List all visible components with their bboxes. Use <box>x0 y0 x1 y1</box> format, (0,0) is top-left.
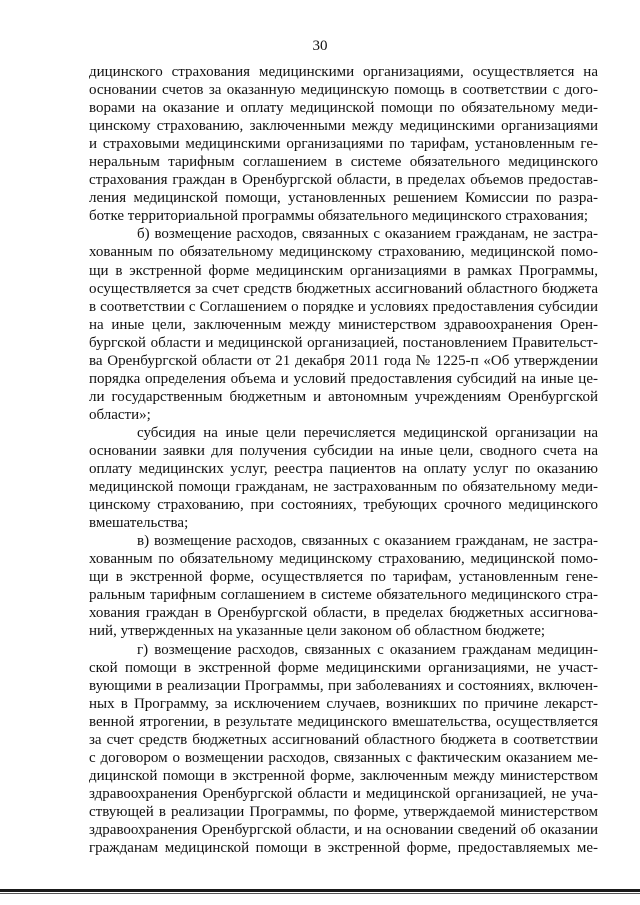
text-line: дицинского страхования медицинскими организациями, осуществляется на <box>89 64 598 80</box>
scan-bottom-edge <box>0 889 640 892</box>
text-line: страхования граждан в Оренбургской области, в пределах объемов предостав- <box>89 172 598 189</box>
text-line: цинскому страхованию, заключенными между медицинскими организациями <box>89 118 598 135</box>
text-line: в соответствии с Соглашением о порядке и условиях предоставления субсидии <box>89 298 598 315</box>
text-line: щи в экстренной форме, осуществляется по тарифам, установленным гене- <box>89 569 598 586</box>
text-line: медицинской помощи гражданам, не застрахованным по обязательному меди- <box>89 479 598 496</box>
text-line: здравоохранения Оренбургской области и медицинской организацией, не уча- <box>89 785 598 802</box>
text-line: ва Оренбургской области от 21 декабря 2011 года № 1225-п «Об утверждении <box>89 352 598 369</box>
text-line: субсидия на иные цели перечисляется медицинской организации на <box>137 424 598 441</box>
text-line: ствующей в реализации Программы, по форме, утверждаемой министерством <box>89 803 598 820</box>
text-line: ных в Программу, за исключением случаев, возникших по причине лекарст- <box>89 695 598 712</box>
text-line: бургской области и медицинской организацией, постановлением Правительст- <box>89 334 598 351</box>
text-line: хованным по обязательному медицинскому страхованию, медицинской помо- <box>89 551 598 568</box>
text-line: ворами на оказание и оплату медицинской помощи по обязательному меди- <box>89 100 598 117</box>
text-line: за счет средств бюджетных ассигнований областного бюджета в соответствии <box>89 731 598 748</box>
text-line: ботке территориальной программы обязательного медицинского страхования; <box>89 208 589 225</box>
text-line: осуществляется за счет средств бюджетных ассигнований областного бюджета <box>89 280 598 297</box>
text-line: здравоохранения Оренбургской области, и на основании сведений об оказании <box>89 821 598 838</box>
text-line: хования граждан в Оренбургской области, в пределах бюджетных ассигнова- <box>89 605 598 622</box>
text-line: порядка определения объема и условий предоставления субсидий на иные це- <box>89 370 598 387</box>
text-line: ления медицинской помощи, установленных решением Комиссии по разра- <box>89 190 598 207</box>
text-line: ли государственным бюджетным и автономным учреждениям Оренбургской <box>89 388 598 405</box>
scan-bottom-edge-shadow <box>0 893 640 894</box>
text-line: оплату медицинских услуг, реестра пациентов на оплату услуг по оказанию <box>89 461 598 478</box>
text-line: ской помощи в экстренной форме медицинскими организациями, не участ- <box>89 659 598 676</box>
text-line: неральным тарифным соглашением в системе обязательного медицинского <box>89 154 598 171</box>
text-line: ральным тарифным соглашением в системе обязательного медицинского стра- <box>89 587 598 604</box>
text-line: цинскому страхованию, при состояниях, требующих срочного медицинского <box>89 497 598 514</box>
text-line: гражданам медицинской помощи в экстренной форме, предоставляемых ме- <box>89 840 598 857</box>
text-line: венной ятрогении, в результате медицинского вмешательства, осуществляется <box>89 713 598 730</box>
text-line: в) возмещение расходов, связанных с оказанием гражданам, не застра- <box>137 533 598 550</box>
text-line: на иные цели, заключенным между министерством здравоохранения Орен- <box>89 316 598 333</box>
text-line: с договором о возмещении расходов, связанных с фактическим оказанием ме- <box>89 749 598 766</box>
text-line: б) возмещение расходов, связанных с оказанием гражданам, не застра- <box>137 226 598 243</box>
text-line: и страховыми медицинскими организациями по тарифам, установленным ге- <box>89 136 598 153</box>
document-body <box>89 63 598 857</box>
text-line: хованным по обязательному медицинскому страхованию, медицинской помо- <box>89 244 598 261</box>
text-line: г) возмещение расходов, связанных с оказанием гражданам медицин- <box>137 641 598 658</box>
page-number: 30 <box>312 38 328 54</box>
text-line: вующими в реализации Программы, при заболеваниях и состояниях, включен- <box>89 677 598 694</box>
text-line: области»; <box>89 406 151 423</box>
text-line: ний, утвержденных на указанные цели законом об областном бюджете; <box>89 623 546 640</box>
text-line: щи в экстренной форме медицинским организациями в рамках Программы, <box>89 262 598 279</box>
text-line: дицинской помощи в экстренной форме, заключенным между министерством <box>89 767 598 784</box>
text-line: вмешательства; <box>89 515 189 532</box>
text-line: основании счетов за оказанную медицинскую помощь в соответствии с дого- <box>89 82 598 99</box>
text-line: основании заявки для получения субсидии на иные цели, сводного счета на <box>89 442 598 459</box>
